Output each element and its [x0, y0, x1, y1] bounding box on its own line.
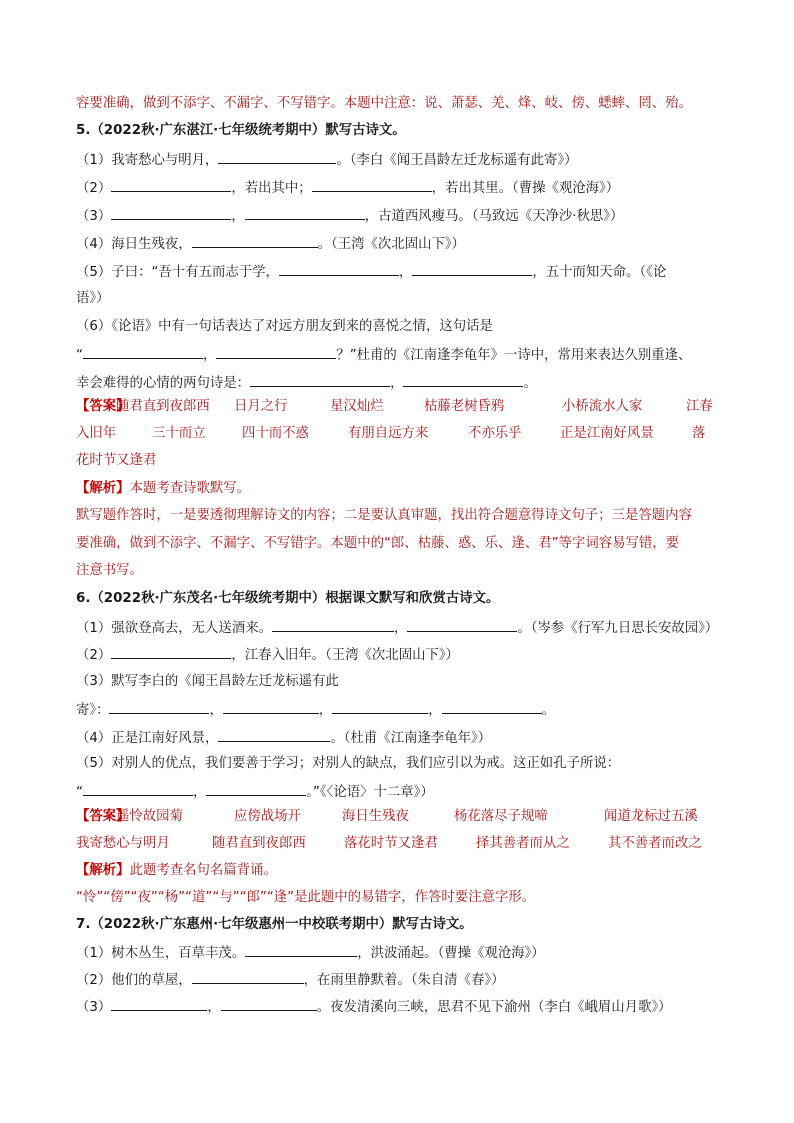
question-5-title: 5.（2022秋·广东湛江·七年级统考期中）默写古诗文。 — [76, 123, 406, 138]
q6-answer-row-1: 【答案】 遥怜故园菊 应傍战场开 海日生残夜 杨花落尽子规啼 闻道龙标过五溪 — [76, 809, 698, 824]
q7-item-2: （2）他们的草屋， ，在雨里静默着。（朱自清《春》） — [76, 970, 505, 990]
analysis-continuation: 容要准确，做到不添字、不漏字、不写错字。本题中注意：说、萧瑟、羌、烽、岐、傍、蟋蟀、罔、殆。 — [76, 96, 692, 111]
q5-answer-row-1: 【答案】 随君直到夜郎西 日月之行 星汉灿烂 枯藤老树昏鸦 小桥流水人家 江春 — [76, 399, 713, 414]
q7-item-3: （3） ， 。夜发清溪向三峡，思君不见下渝州（李白《峨眉山月歌》） — [76, 997, 672, 1017]
question-7-title: 7.（2022秋·广东惠州·七年级惠州一中校联考期中）默写古诗文。 — [76, 917, 473, 932]
q5-item-4: （4）海日生残夜， 。（王湾《次北固山下》） — [76, 234, 465, 254]
q7-item-1: （1）树木丛生，百草丰茂。 ，洪波涌起。（曹操《观沧海》） — [76, 943, 545, 963]
q5-analysis-line-4: 注意书写。 — [76, 563, 143, 578]
q5-analysis-title: 【解析】本题考查诗歌默写。 — [76, 481, 251, 496]
q5-analysis-line-2: 默写题作答时，一是要透彻理解诗文的内容；二是要认真审题，找出符合题意得诗文句子；三是答题内容 — [76, 508, 692, 523]
question-6-title: 6.（2022秋·广东茂名·七年级统考期中）根据课文默写和欣赏古诗文。 — [76, 591, 500, 606]
q6-item-3-cont: 寄》： ， ， ， 。 — [76, 700, 555, 720]
q6-item-5-cont: “ ， 。”《〈论语〉十二章》） — [76, 782, 434, 802]
q5-answer-row-3: 花时节又逢君 — [76, 453, 157, 468]
q5-item-5-cont: 语》） — [76, 291, 110, 306]
q6-analysis-title: 【解析】此题考查名句名篇背诵。 — [76, 863, 277, 878]
q5-item-1: （1）我寄愁心与明月， 。（李白《闻王昌龄左迁龙标遥有此寄》） — [76, 150, 577, 170]
q5-item-3: （3） ， ，古道西风瘦马。（马致远《天净沙·秋思》） — [76, 206, 623, 226]
q6-analysis-line-2: “怜”“傍”“夜”“杨”“道”“与”“郎”“逢”是此题中的易错字，作答时要注意字形。 — [76, 890, 536, 905]
q6-item-4: （4）正是江南好风景， 。（杜甫《江南逢李龟年》） — [76, 728, 491, 748]
q5-analysis-line-3: 要准确，做到不添字、不漏字、不写错字。本题中的“郎、枯藤、惑、乐、逢、君”等字词容易写错，要 — [76, 536, 680, 551]
q6-item-2: （2） ，江春入旧年。（王湾《次北固山下》） — [76, 645, 459, 665]
q6-answer-row-2: 我寄愁心与明月 随君直到夜郎西 落花时节又逢君 择其善者而从之 其不善者而改之 — [76, 836, 702, 851]
q5-item-6: （6）《论语》中有一句话表达了对远方朋友到来的喜悦之情，这句话是 — [76, 319, 493, 334]
q6-item-5: （5）对别人的优点，我们要善于学习；对别人的缺点，我们应引以为戒。这正如孔子所说： — [76, 756, 621, 771]
q5-item-6-cont2: 幸会难得的心情的两句诗是： ， 。 — [76, 373, 537, 393]
q5-item-6-cont: “ ， ？”杜甫的《江南逢李龟年》一诗中，常用来表达久别重逢、 — [76, 345, 691, 365]
q5-item-5: （5）子曰：“吾十有五而志于学， ， ，五十而知天命。（《论 — [76, 262, 666, 282]
q5-answer-row-2: 入旧年 三十而立 四十而不惑 有朋自远方来 不亦乐乎 正是江南好风景 落 — [76, 426, 706, 441]
q5-item-2: （2） ，若出其中； ，若出其里。（曹操《观沧海》） — [76, 178, 619, 198]
q6-item-3: （3）默写李白的《闻王昌龄左迁龙标遥有此 — [76, 674, 339, 689]
q6-item-1: （1）强欲登高去，无人送酒来。 ， 。（岑参《行军九日思长安故园》） — [76, 618, 718, 638]
